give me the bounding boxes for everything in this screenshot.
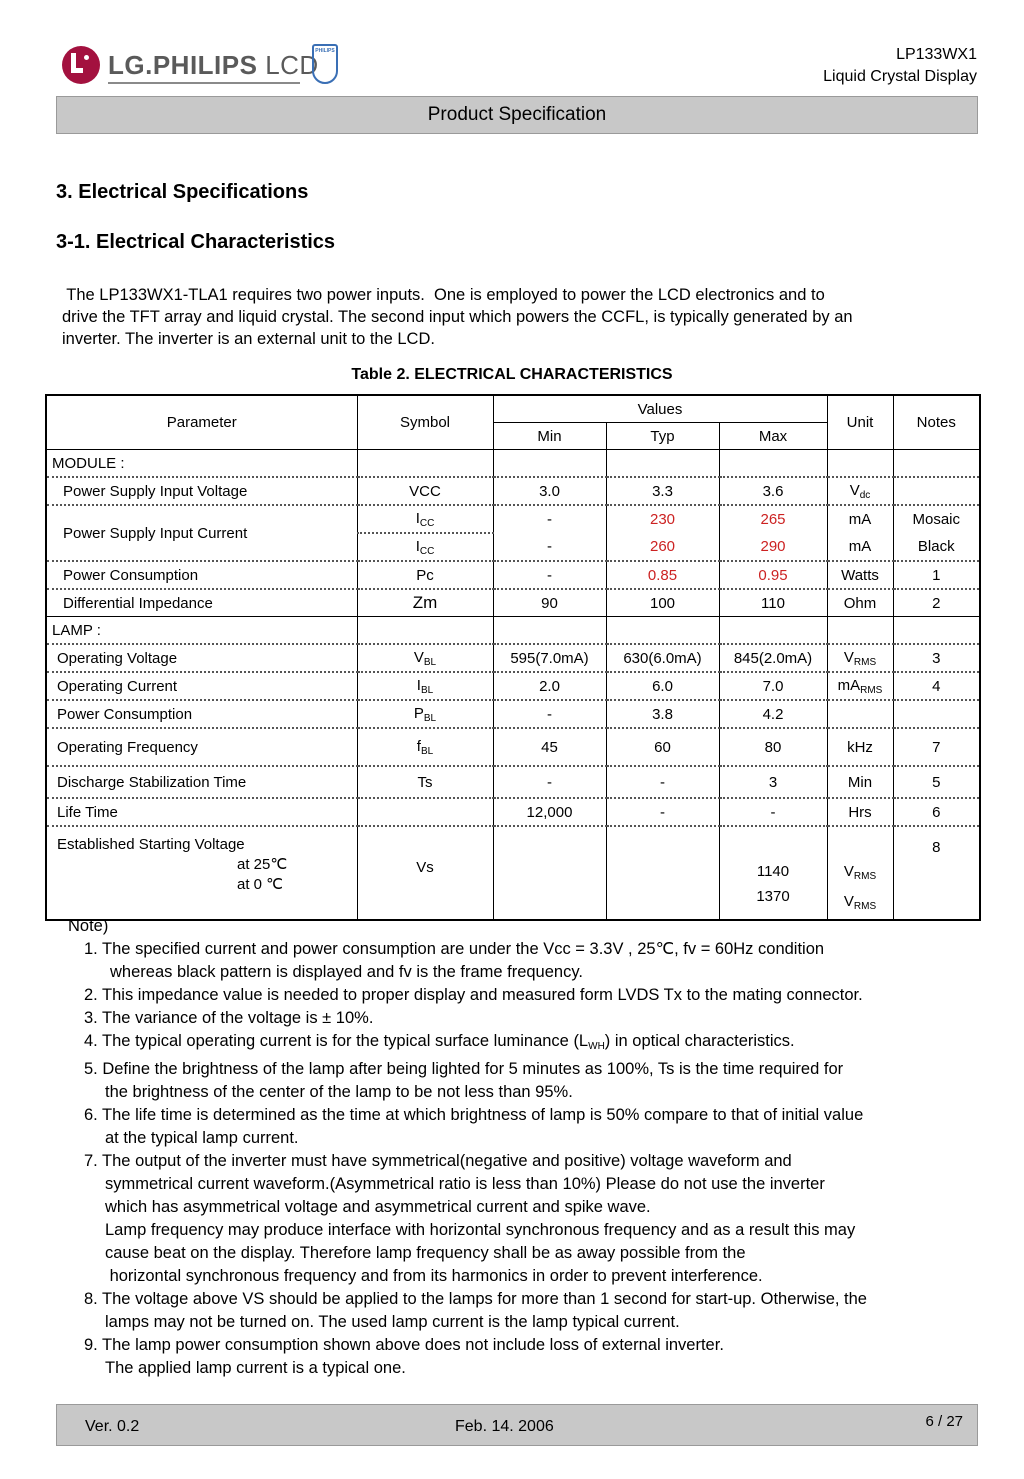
table-row [46,798,980,826]
min-cell: - [493,505,606,533]
page-number: 6 / 27 [925,1413,963,1430]
notes-cell [893,700,980,728]
temp-25-label: at 25℃ [237,856,288,873]
note-line: 5. Define the brightness of the lamp after being lighted for 5 minutes as 100%, Ts is the time required for [84,1060,844,1078]
param-cell: Operating Current [46,672,357,700]
table-row [46,766,980,798]
unit-cell: $V_{RMS}$ [827,644,893,672]
note-line: 8. The voltage above VS should be applied to the lamps for more than 1 second for start-up. Otherwise, the [84,1290,867,1308]
notes-cell: 6 [893,798,980,826]
note-line: at the typical lamp current. [105,1129,299,1147]
symbol-cell: Pc [357,561,493,589]
page-footer [56,1404,978,1446]
min-cell: - [493,561,606,589]
note-line: horizontal synchronous frequency and from its harmonics in order to prevent interference. [105,1267,763,1285]
note-line: 2. This impedance value is needed to proper display and measured form LVDS Tx to the mating connector. [84,986,863,1004]
min-cell: 3.0 [493,477,606,505]
notes-heading: Note) [68,917,109,935]
max-cell: 3.6 [719,477,827,505]
min-cell: 2.0 [493,672,606,700]
max-cell: 1140 1370 [719,826,827,920]
notes-cell: 8 [932,839,941,856]
min-cell: - [493,700,606,728]
note-line: 9. The lamp power consumption shown above does not include loss of external inverter. [84,1336,724,1354]
table-row [46,505,980,533]
note-line: Lamp frequency may produce interface with horizontal synchronous frequency and as a result this may [105,1221,856,1239]
param-cell: Operating Voltage [46,644,357,672]
table-row-starting-voltage [46,826,980,920]
intro-line: The LP133WX1-TLA1 requires two power inputs. One is employed to power the LCD electronics and to [62,286,825,304]
note-line: 7. The output of the inverter must have symmetrical(negative and positive) voltage waveform and [84,1152,792,1170]
notes-cell: 3 [893,644,980,672]
symbol-cell: $V_{BL}$ [357,644,493,672]
notes-section [68,915,988,1380]
intro-line: drive the TFT array and liquid crystal. The second input which powers the CCFL, is typically generated by an [62,308,853,326]
note-line: 1. The specified current and power consumption are under the Vcc = 3.3V , 25℃, fv = 60Hz condition [84,940,825,958]
notes-cell: Mosaic [912,511,960,528]
lg-logo-icon [62,46,100,84]
typ-cell: - [606,766,719,798]
symbol-cell: $I_{BL}$ [357,672,493,700]
param-cell: Operating Frequency [46,728,357,766]
table-row [46,561,980,589]
intro-line: inverter. The inverter is an external unit to the LCD. [62,330,435,348]
param-cell [46,826,357,920]
symbol-cell: $f_{BL}$ [357,728,493,766]
product-type: Liquid Crystal Display [823,68,977,85]
typ-cell: 0.85 [606,561,719,589]
max-cell: 265 [719,505,827,533]
min-cell: 12,000 [493,798,606,826]
symbol-cell: Zm [357,589,493,617]
param-cell: Discharge Stabilization Time [46,766,357,798]
max-cell: 0.95 [719,561,827,589]
max-cell: 7.0 [719,672,827,700]
max-cell: - [719,798,827,826]
typ-cell: 260 [606,533,719,561]
group-label-module: MODULE : [46,450,357,478]
philips-shield-icon: PHILIPS [312,44,338,84]
typ-cell: - [606,798,719,826]
unit-cell: mA [827,533,893,561]
header-notes: Notes [893,395,980,450]
typ-cell: 60 [606,728,719,766]
symbol-cell: $I_{CC}$ [357,505,493,533]
symbol-cell: Vs [357,826,493,920]
max-cell: 4.2 [719,700,827,728]
note-line: 6. The life time is determined as the time at which brightness of lamp is 50% compare to that of initial value [84,1106,864,1124]
note-line: which has asymmetrical voltage and asymmetrical current and spike wave. [105,1198,651,1216]
min-cell: - [493,533,606,561]
header-max: Max [719,423,827,450]
typ-cell: 230 [606,505,719,533]
typ-cell: 6.0 [606,672,719,700]
note-line: whereas black pattern is displayed and fv is the frame frequency. [110,963,583,981]
group-label-lamp: LAMP : [46,617,357,645]
note-line: 3. The variance of the voltage is ± 10%. [84,1009,374,1027]
table-row [46,700,980,728]
min-cell: 45 [493,728,606,766]
param-cell: Power Consumption [46,561,357,589]
symbol-cell: Ts [357,766,493,798]
param-cell: Power Consumption [46,700,357,728]
header-parameter: Parameter [46,395,357,450]
intro-paragraph [62,284,982,350]
date-label: Feb. 14. 2006 [455,1418,554,1435]
note-line: 4. The typical operating current is for the typical surface luminance $(L_{WH})$ in optical characteristics. [84,1032,795,1052]
unit-cell: mA [827,505,893,533]
typ-cell: 630(6.0mA) [606,644,719,672]
product-spec-banner: Product Specification [56,96,978,134]
max-cell: 845(2.0mA) [719,644,827,672]
table-row [46,617,980,645]
logo-underline [108,82,300,84]
electrical-characteristics-table [45,394,981,921]
note-line: cause beat on the display. Therefore lamp frequency shall be as away possible from the [105,1244,746,1262]
param-cell: Power Supply Input Voltage [46,477,357,505]
symbol-cell [357,798,493,826]
notes-cell: 7 [893,728,980,766]
param-cell: Differential Impedance [46,589,357,617]
table-row [46,477,980,505]
notes-cell: 5 [893,766,980,798]
note-line: symmetrical current waveform.(Asymmetrical ratio is less than 10%) Please do not use the inverter [105,1175,825,1193]
version-label: Ver. 0.2 [85,1418,140,1435]
section-title: 3. Electrical Specifications [56,181,309,203]
typ-cell: 3.3 [606,477,719,505]
unit-cell: Watts [827,561,893,589]
model-number: LP133WX1 [896,46,977,63]
table-row [46,644,980,672]
symbol-cell: $P_{BL}$ [357,700,493,728]
min-cell: - [493,766,606,798]
max-cell: 110 [719,589,827,617]
unit-cell: Ohm [827,589,893,617]
notes-cell: Black [893,533,980,561]
subsection-title: 3-1. Electrical Characteristics [56,231,336,253]
notes-cell: 2 [893,589,980,617]
symbol-cell: $I_{CC}$ [357,533,493,561]
unit-cell: Min [827,766,893,798]
unit-cell: $mA_{RMS}$ [827,672,893,700]
symbol-cell: VCC [357,477,493,505]
table-row [46,450,980,478]
typ-cell: 3.8 [606,700,719,728]
max-cell: 3 [719,766,827,798]
notes-cell [893,477,980,505]
header-symbol: Symbol [357,395,493,450]
unit-cell: $V_{RMS}$ $V_{RMS}$ [827,826,893,920]
note-line: The applied lamp current is a typical one. [105,1359,406,1377]
table-row [46,589,980,617]
param-cell: Power Supply Input Current [46,505,357,561]
param-cell: Life Time [46,798,357,826]
header-min: Min [493,423,606,450]
notes-cell: 4 [893,672,980,700]
table-row [46,672,980,700]
header-unit: Unit [827,395,893,450]
unit-cell [827,700,893,728]
unit-cell: Hrs [827,798,893,826]
temp-0-label: at 0 ℃ [237,876,284,893]
header-typ: Typ [606,423,719,450]
max-cell: 80 [719,728,827,766]
unit-cell: $V_{dc}$ [827,477,893,505]
logo-wordmark: LG.PHILIPS LCD [108,49,319,80]
min-cell: 595(7.0mA) [493,644,606,672]
typ-cell: 100 [606,589,719,617]
min-cell: 90 [493,589,606,617]
document-header-info [823,44,977,88]
header-values: Values [493,395,827,423]
starting-voltage-label: Established Starting Voltage [57,836,245,853]
unit-cell: kHz [827,728,893,766]
table-caption: Table 2. ELECTRICAL CHARACTERISTICS [351,366,673,383]
notes-cell: 1 [893,561,980,589]
table-row [46,728,980,766]
note-line: the brightness of the center of the lamp to be not less than 95%. [105,1083,573,1101]
note-line: lamps may not be turned on. The used lamp current is the lamp typical current. [105,1313,680,1331]
max-cell: 290 [719,533,827,561]
